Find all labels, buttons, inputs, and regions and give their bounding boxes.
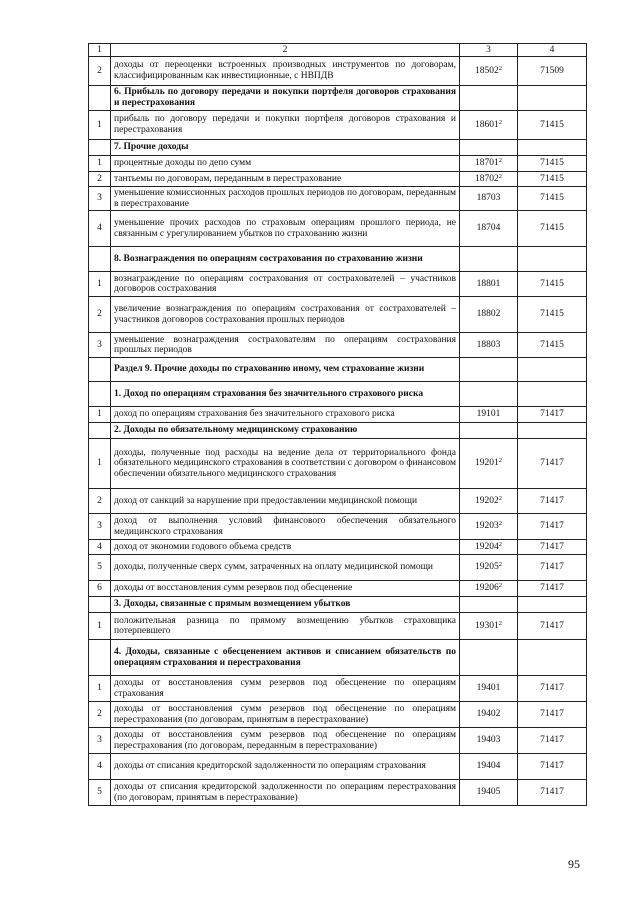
symbol-code: 19405 (476, 787, 501, 798)
symbol-code-cell (460, 754, 518, 780)
symbol-code: 19402 (476, 709, 501, 720)
row-number: 2 (89, 489, 111, 514)
section-header-row (89, 247, 587, 272)
account-number: 71417 (518, 514, 587, 540)
symbol-code: 19203 (475, 521, 499, 532)
account-number: 71417 (518, 676, 587, 702)
table-row (89, 540, 587, 555)
symbol-code-cell (460, 489, 518, 514)
account-number (518, 640, 587, 676)
account-number (518, 247, 587, 272)
row-number (89, 382, 111, 407)
account-number: 71417 (518, 702, 587, 728)
symbol-code-cell (460, 423, 518, 439)
account-number: 71417 (518, 780, 587, 806)
row-description: доход от санкций за нарушение при предоставлении медицинской помощи (111, 489, 460, 514)
table-row (89, 407, 587, 423)
row-number: 4 (89, 754, 111, 780)
account-number: 71415 (518, 111, 587, 140)
symbol-code: 18502 (475, 65, 499, 76)
row-number: 2 (89, 702, 111, 728)
account-number: 71417 (518, 555, 587, 581)
symbol-code: 18702 (475, 173, 499, 184)
row-number (89, 597, 111, 613)
symbol-code: 18802 (476, 309, 501, 320)
table-row (89, 514, 587, 540)
section-header-row (89, 597, 587, 613)
symbol-code: 19204 (475, 541, 499, 552)
row-description: уменьшение комиссионных расходов прошлых периодов по договорам, переданным в перестрахование (111, 187, 460, 211)
footnote-mark: 2 (498, 118, 502, 126)
row-description: прибыль по договору передачи и покупки портфеля договоров страхования и перестрахования (111, 111, 460, 140)
table-row (89, 333, 587, 358)
row-number: 1 (89, 407, 111, 423)
table-row (89, 613, 587, 640)
row-number: 3 (89, 514, 111, 540)
row-description: уменьшение прочих расходов по страховым операциям прошлого периода, не связанным с урегулированием убытков по страхованию жизни (111, 211, 460, 247)
symbol-code-cell (460, 597, 518, 613)
row-number (89, 640, 111, 676)
row-number: 5 (89, 780, 111, 806)
section-header-row (89, 358, 587, 382)
table-row (89, 489, 587, 514)
account-number (518, 597, 587, 613)
row-description: доход от экономии годового объема средств (111, 540, 460, 555)
symbol-code-cell (460, 272, 518, 297)
symbol-code: 18801 (476, 278, 501, 289)
row-number (89, 247, 111, 272)
footnote-mark: 2 (498, 64, 502, 72)
symbol-code-cell (460, 540, 518, 555)
row-description: увеличение вознаграждения по операциям сострахования от сострахователей – участников договоров сострахования прошлых периодов (111, 297, 460, 333)
table-row (89, 297, 587, 333)
symbol-code-cell (460, 676, 518, 702)
symbol-code: 19301 (475, 620, 499, 631)
section-header-row (89, 640, 587, 676)
footnote-mark: 2 (498, 619, 502, 627)
footnote-mark: 2 (498, 172, 502, 180)
symbol-code-cell (460, 640, 518, 676)
symbol-code-cell (460, 702, 518, 728)
row-number: 5 (89, 555, 111, 581)
table-row (89, 57, 587, 86)
account-number (518, 86, 587, 111)
row-description: уменьшение вознаграждения сострахователям по операциям сострахования прошлых периодов (111, 333, 460, 358)
row-description: доходы, полученные под расходы на ведение дела от территориального фонда обязательного медицинского страхования в соответствии с договором о финансовом обеспечении обязательного медицинского страхования (111, 439, 460, 489)
footnote-mark: 2 (498, 157, 502, 165)
symbol-code: 19206 (475, 583, 499, 594)
symbol-code-cell (460, 581, 518, 597)
symbol-code-cell (460, 358, 518, 382)
row-description: тантьемы по договорам, переданным в перестрахование (111, 172, 460, 187)
section-title: 2. Доходы по обязательному медицинскому страхованию (111, 423, 460, 439)
table-row (89, 187, 587, 211)
section-header-row (89, 140, 587, 156)
section-title: 3. Доходы, связанные с прямым возмещением убытков (111, 597, 460, 613)
symbol-code: 18601 (475, 119, 499, 130)
row-number: 6 (89, 581, 111, 597)
symbol-code: 19201 (475, 458, 499, 469)
table-row (89, 555, 587, 581)
row-number: 1 (89, 156, 111, 172)
symbol-code-cell (460, 172, 518, 187)
symbol-code: 18803 (476, 339, 501, 350)
row-description: вознаграждение по операциям сострахования от сострахователей – участников договоров сострахования (111, 272, 460, 297)
row-description: доход по операциям страхования без значительного страхового риска (111, 407, 460, 423)
symbol-code-cell (460, 187, 518, 211)
symbol-code: 18703 (476, 193, 501, 204)
symbol-code-cell (460, 333, 518, 358)
table-row (89, 172, 587, 187)
row-number (89, 86, 111, 111)
table-row (89, 581, 587, 597)
symbol-code-cell (460, 439, 518, 489)
account-number (518, 140, 587, 156)
account-number: 71417 (518, 728, 587, 754)
account-number: 71415 (518, 187, 587, 211)
row-number: 2 (89, 57, 111, 86)
row-number: 4 (89, 540, 111, 555)
row-description: доходы от списания кредиторской задолженности по операциям перестрахования (по договорам, принятым в перестрахование) (111, 780, 460, 806)
row-number: 1 (89, 676, 111, 702)
symbol-code-cell (460, 728, 518, 754)
symbol-code-cell (460, 780, 518, 806)
account-number: 71417 (518, 754, 587, 780)
table-row (89, 728, 587, 754)
table-row (89, 211, 587, 247)
row-description: доходы от списания кредиторской задолженности по операциям страхования (111, 754, 460, 780)
account-number: 71415 (518, 156, 587, 172)
symbol-code: 18701 (475, 158, 499, 169)
table-row (89, 702, 587, 728)
row-description: доходы от переоценки встроенных производных инструментов по договорам, классифицированным как инвестиционные, с НВПДВ (111, 57, 460, 86)
symbol-code-cell (460, 140, 518, 156)
symbol-code-cell (460, 407, 518, 423)
account-number: 71417 (518, 613, 587, 640)
row-number: 3 (89, 187, 111, 211)
table-row (89, 780, 587, 806)
symbol-code: 19401 (476, 683, 501, 694)
section-title: 8. Вознаграждения по операциям сострахования по страхованию жизни (111, 247, 460, 272)
header-col-symbol: 3 (460, 44, 518, 57)
row-description: доходы, полученные сверх сумм, затраченных на оплату медицинской помощи (111, 555, 460, 581)
symbol-code-cell (460, 382, 518, 407)
row-number (89, 358, 111, 382)
symbol-code-cell (460, 247, 518, 272)
section-title: 6. Прибыль по договору передачи и покупки портфеля договоров страхования и перестрахования (111, 86, 460, 111)
row-description: процентные доходы по депо сумм (111, 156, 460, 172)
row-description: положительная разница по прямому возмещению убытков страховщика потерпевшего (111, 613, 460, 640)
row-number: 4 (89, 211, 111, 247)
row-description: доход от выполнения условий финансового обеспечения обязательного медицинского страхования (111, 514, 460, 540)
section-title: 1. Доход по операциям страхования без значительного страхового риска (111, 382, 460, 407)
footnote-mark: 2 (498, 457, 502, 465)
section-title: 7. Прочие доходы (111, 140, 460, 156)
symbol-code-cell (460, 297, 518, 333)
section-title: 4. Доходы, связанные с обесценением активов и списанием обязательств по операциям страхования и перестрахования (111, 640, 460, 676)
account-number: 71417 (518, 489, 587, 514)
table-row (89, 676, 587, 702)
row-number: 1 (89, 272, 111, 297)
row-description: доходы от восстановления сумм резервов под обесценение по операциям перестрахования (по договорам, принятым в перестрахование) (111, 702, 460, 728)
symbol-code: 19101 (476, 409, 501, 420)
symbol-code: 19205 (475, 562, 499, 573)
section-title: Раздел 9. Прочие доходы по страхованию иному, чем страхование жизни (111, 358, 460, 382)
account-number: 71417 (518, 581, 587, 597)
row-number: 3 (89, 728, 111, 754)
table-row (89, 754, 587, 780)
account-number (518, 423, 587, 439)
symbol-code: 18704 (476, 223, 501, 234)
symbol-code-cell (460, 156, 518, 172)
table-body (89, 44, 587, 806)
account-number: 71417 (518, 540, 587, 555)
row-number: 2 (89, 297, 111, 333)
symbol-code-cell (460, 514, 518, 540)
symbol-code: 19404 (476, 761, 501, 772)
table-row (89, 156, 587, 172)
symbol-code-cell (460, 555, 518, 581)
account-number: 71415 (518, 297, 587, 333)
page-number: 95 (568, 857, 580, 871)
account-number: 71415 (518, 211, 587, 247)
section-header-row (89, 382, 587, 407)
income-accounts-table (88, 43, 587, 806)
row-number (89, 140, 111, 156)
row-number (89, 423, 111, 439)
account-number: 71415 (518, 172, 587, 187)
header-col-description: 2 (111, 44, 460, 57)
row-number: 1 (89, 111, 111, 140)
row-description: доходы от восстановления сумм резервов под обесценение по операциям страхования (111, 676, 460, 702)
account-number (518, 358, 587, 382)
row-number: 1 (89, 613, 111, 640)
symbol-code: 19202 (475, 495, 499, 506)
symbol-code-cell (460, 613, 518, 640)
section-header-row (89, 86, 587, 111)
section-header-row (89, 423, 587, 439)
symbol-code-cell (460, 57, 518, 86)
symbol-code: 19403 (476, 735, 501, 746)
account-number: 71415 (518, 272, 587, 297)
symbol-code-cell (460, 211, 518, 247)
row-description: доходы от восстановления сумм резервов под обесценение (111, 581, 460, 597)
row-description: доходы от восстановления сумм резервов под обесценение по операциям перестрахования (по договорам, переданным в перестрахование) (111, 728, 460, 754)
row-number: 2 (89, 172, 111, 187)
row-number: 3 (89, 333, 111, 358)
row-number: 1 (89, 439, 111, 489)
account-number: 71415 (518, 333, 587, 358)
footnote-mark: 2 (498, 540, 502, 548)
symbol-code-cell (460, 111, 518, 140)
header-col-number: 1 (89, 44, 111, 57)
account-number: 71417 (518, 439, 587, 489)
account-number: 71417 (518, 407, 587, 423)
table-row (89, 111, 587, 140)
footnote-mark: 2 (498, 520, 502, 528)
footnote-mark: 2 (498, 582, 502, 590)
account-number (518, 382, 587, 407)
header-col-account: 4 (518, 44, 587, 57)
header-row (89, 44, 587, 57)
symbol-code-cell (460, 86, 518, 111)
table-row (89, 439, 587, 489)
footnote-mark: 2 (498, 494, 502, 502)
account-number: 71509 (518, 57, 587, 86)
footnote-mark: 2 (498, 561, 502, 569)
table-row (89, 272, 587, 297)
